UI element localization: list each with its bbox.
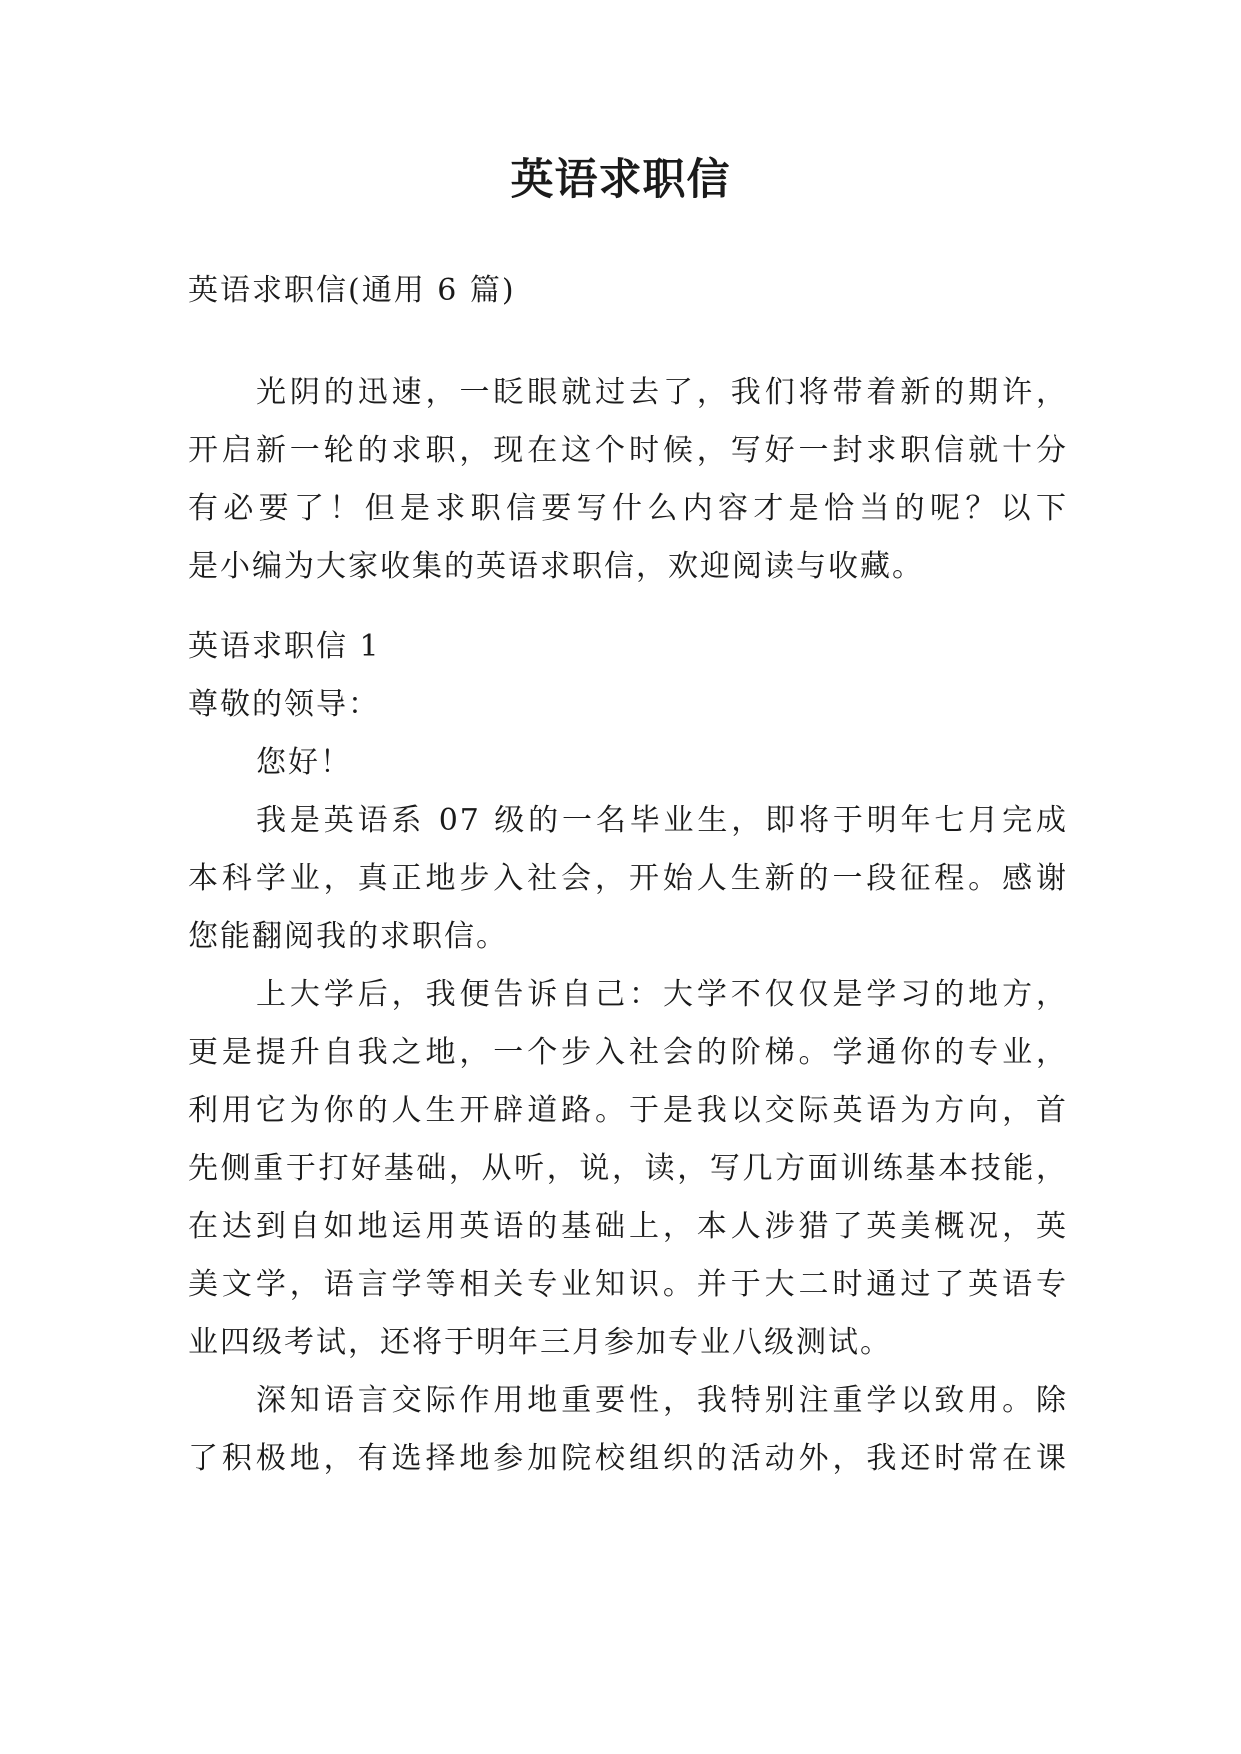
paragraph-line: 您能翻阅我的求职信。 [188,919,508,954]
paragraph-line: 更是提升自我之地，一个步入社会的阶梯。学通你的专业， [188,1035,1068,1070]
paragraph-line: 在达到自如地运用英语的基础上，本人涉猎了英美概况，英 [188,1209,1068,1244]
paragraph-line: 了积极地，有选择地参加院校组织的活动外，我还时常在课 [188,1441,1068,1476]
paragraph-line: 利用它为你的人生开辟道路。于是我以交际英语为方向，首 [188,1093,1068,1128]
subtitle-line: 英语求职信(通用 6 篇) [188,273,516,308]
paragraph-line: 本科学业，真正地步入社会，开始人生新的一段征程。感谢 [188,861,1068,896]
intro-line: 光阴的迅速，一眨眼就过去了，我们将带着新的期许， [256,375,1068,410]
letter-greeting: 您好！ [256,745,352,780]
letter-heading: 英语求职信 1 [188,629,381,664]
letter-1 [188,618,1068,1488]
intro-paragraph [188,364,1068,596]
paragraph-line: 我是英语系 07 级的一名毕业生，即将于明年七月完成 [256,803,1068,838]
paragraph-line: 上大学后，我便告诉自己：大学不仅仅是学习的地方， [256,977,1068,1012]
letter-salutation: 尊敬的领导： [188,687,380,722]
paragraph-line: 业四级考试，还将于明年三月参加专业八级测试。 [188,1325,892,1360]
document-title: 英语求职信 [510,155,731,205]
intro-line: 开启新一轮的求职，现在这个时候，写好一封求职信就十分 [188,433,1068,468]
intro-line: 是小编为大家收集的英语求职信，欢迎阅读与收藏。 [188,549,924,584]
paragraph-line: 美文学，语言学等相关专业知识。并于大二时通过了英语专 [188,1267,1068,1302]
paragraph-line: 先侧重于打好基础，从听，说，读，写几方面训练基本技能， [188,1151,1068,1186]
intro-line: 有必要了！但是求职信要写什么内容才是恰当的呢？以下 [188,491,1068,526]
document-subtitle [188,262,1068,320]
paragraph-line: 深知语言交际作用地重要性，我特别注重学以致用。除 [256,1383,1068,1418]
